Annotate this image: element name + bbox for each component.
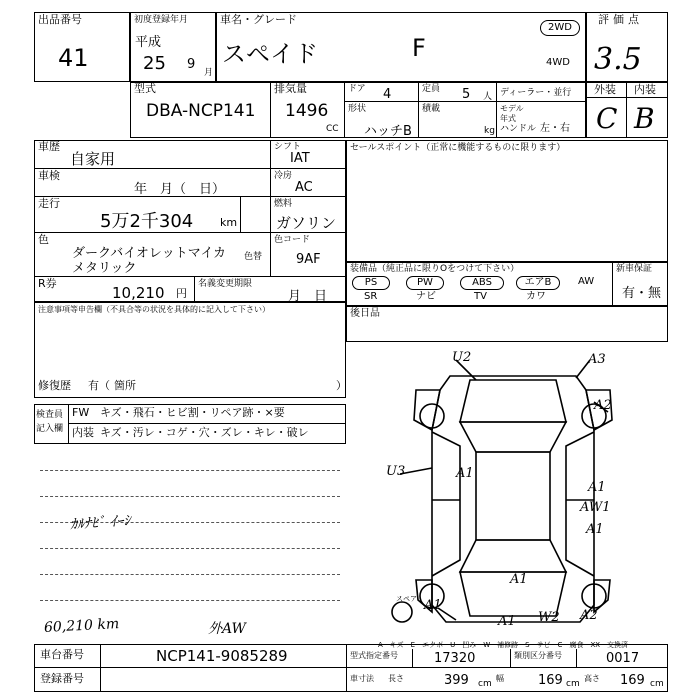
color-code-label: 色コード [274, 235, 311, 245]
usage-label: 車歴 [38, 140, 60, 153]
repair-close: ） [336, 379, 347, 392]
model-year-label: モデル年式 [500, 104, 524, 123]
yen: 円 [176, 287, 187, 300]
damage-mark: A1 [586, 522, 604, 537]
drive-2wd: 2WD [540, 20, 580, 36]
foot-v3 [412, 649, 413, 667]
sales-label: セールスポイント（正常に機能するものに限ります） [350, 143, 566, 153]
ac: AC [295, 180, 313, 195]
new-spec: 有・無 [622, 286, 662, 301]
inspector-label1: 検査員 [36, 410, 64, 420]
score-label: 評価点 [598, 13, 643, 26]
width-label: 幅 [496, 674, 504, 683]
handwriting-2: 60,210 km [43, 616, 120, 636]
insp-row1-key: FW [72, 406, 90, 419]
handle: 左・右 [540, 123, 570, 134]
hist-v1 [270, 141, 271, 276]
category: 0017 [606, 651, 640, 666]
car-diagram [380, 350, 670, 640]
fuel-label: 燃料 [274, 199, 293, 209]
height: 169 [620, 673, 645, 688]
usage: 自家用 [70, 150, 116, 168]
exterior-grade: C [596, 102, 618, 135]
ac-label: 冷房 [274, 171, 293, 181]
handle-label: ハンドル [500, 124, 537, 134]
displacement-label: 排気量 [274, 82, 307, 95]
blank-line [40, 496, 340, 497]
trunk-label: 後日品 [350, 308, 380, 319]
mileage: 5万2千304 [100, 211, 194, 232]
length-cm: cm [478, 679, 492, 689]
specified-label: 型式指定番号 [350, 651, 398, 660]
inspection: 年 月（ 日） [134, 182, 226, 197]
damage-mark: A1 [510, 572, 528, 587]
foot-v1 [100, 645, 101, 691]
equip-navi: ナビ [416, 291, 436, 302]
model-name: スペイド [222, 40, 318, 68]
blank-line [40, 574, 340, 575]
doors: 4 [383, 87, 392, 102]
displacement: 1496 [285, 101, 329, 121]
mileage-label: 走行 [38, 197, 60, 210]
km: km [220, 216, 238, 229]
foot-h [35, 667, 667, 668]
color2: メタリック [72, 261, 137, 276]
handwriting-3: 外AW [208, 621, 246, 637]
load-label: 積載 [422, 104, 441, 114]
spec-div2 [344, 83, 345, 137]
spare-label: スペア [396, 595, 417, 603]
exterior-label: 外装 [594, 83, 616, 96]
interior-grade: B [634, 102, 655, 135]
body: ハッチB [364, 124, 412, 139]
type: DBA-NCP141 [146, 101, 256, 121]
equip-leather: カワ [526, 291, 546, 302]
damage-mark: A2 [580, 608, 598, 623]
length-label: 長さ [388, 674, 404, 683]
blank-line [40, 470, 340, 471]
repair: 有（ [88, 379, 110, 392]
cc: CC [326, 124, 339, 134]
damage-mark: W2 [538, 610, 560, 625]
equip-v [612, 263, 613, 305]
equipment-label: 装備品（純正品に限りOをつけて下さい） [350, 264, 520, 274]
grade: F [412, 34, 426, 62]
category-label: 類別区分番号 [514, 651, 562, 660]
height-cm: cm [650, 679, 664, 689]
seats-label: 定員 [422, 84, 441, 94]
damage-mark: A3 [588, 352, 606, 367]
foot-v5 [576, 649, 577, 667]
damage-mark: A1 [456, 466, 474, 481]
chassis-label: 車台番号 [40, 648, 84, 661]
seats: 5 [462, 87, 471, 102]
equip-tv: TV [474, 291, 487, 302]
damage-mark: A2 [594, 398, 612, 413]
blank-line [40, 548, 340, 549]
width-cm: cm [566, 679, 580, 689]
color-label: 色 [38, 233, 49, 246]
insp-row2-key: 内装 [72, 426, 94, 439]
recycle-label: R券 [38, 277, 57, 290]
reg-month: 9 [187, 57, 196, 72]
interior-label: 内装 [634, 83, 656, 96]
height-label: 高さ [584, 674, 600, 683]
reg-no-label: 登録番号 [40, 672, 84, 685]
recycle: 10,210 [112, 284, 165, 302]
insp-v [68, 405, 69, 443]
first-reg-label: 初度登録年月 [134, 15, 189, 25]
repair-label: 修復歴 [38, 379, 71, 392]
specified: 17320 [434, 651, 476, 666]
repair-unit: 箇所 [114, 379, 136, 392]
body-label: 形状 [348, 104, 367, 114]
inspection-label: 車検 [38, 169, 60, 182]
reg-year: 25 [143, 53, 166, 74]
new-spec-label: 新車保証 [616, 264, 653, 274]
damage-mark: U3 [386, 464, 406, 479]
dealer-label: ディーラー・並行 [500, 88, 572, 98]
model-name-label: 車名・グレード [220, 13, 297, 26]
color-code: 9AF [296, 252, 321, 267]
equip-ps: PS [352, 276, 390, 290]
notes-title: 注意事項等申告欄（不具合等の状況を具体的に記入して下さい） [38, 305, 270, 314]
drive-4wd: 4WD [546, 57, 570, 68]
shift-label: シフト [274, 142, 302, 152]
damage-mark: A1 [424, 598, 442, 613]
equip-aw: AW [578, 276, 595, 287]
kg: kg [484, 126, 495, 136]
damage-mark: U2 [452, 350, 472, 365]
lot-number: 41 [58, 44, 89, 72]
month-unit: 月 [204, 68, 214, 78]
damage-mark: A1 [588, 480, 606, 495]
name-change: 月 日 [288, 289, 328, 304]
size-label: 車寸法 [350, 674, 374, 683]
equip-abs: ABS [460, 276, 504, 290]
hist-v3 [194, 276, 195, 301]
color: ダークバイオレットマイカ [72, 246, 227, 261]
damage-mark: A1 [498, 614, 516, 629]
damage-mark: AW1 [580, 500, 611, 515]
spec-div4 [496, 83, 497, 137]
seats-unit: 人 [483, 92, 493, 102]
spec-div3 [418, 83, 419, 137]
inspector-label2: 記入欄 [36, 424, 64, 434]
grade-divider-v [626, 83, 627, 137]
sales-box [346, 140, 668, 262]
damage-legend: A－キズ E－エクボ U－凹み W－補修跡 S－サビ C－腐食 XX－交換済 [378, 641, 629, 649]
blank-line [40, 600, 340, 601]
lot-label: 出品番号 [38, 13, 82, 26]
grade-divider-h [587, 97, 667, 98]
insp-row2: キズ・汚レ・コゲ・穴・ズレ・キレ・破レ [100, 426, 309, 439]
equip-sr: SR [364, 291, 378, 302]
length: 399 [444, 673, 469, 688]
fuel: ガソリン [276, 214, 337, 232]
foot-v4 [510, 649, 511, 667]
insp-row1: キズ・飛石・ヒビ割・リペア跡・×要 [100, 406, 285, 419]
foot-v2 [346, 645, 347, 691]
spec-div1 [270, 83, 271, 137]
type-label: 型式 [134, 82, 156, 95]
hist-h4 [35, 276, 345, 277]
score: 3.5 [594, 42, 642, 77]
handwriting-1: ｶﾙﾅﾋﾞ ｲｰｼ [69, 512, 132, 534]
era: 平成 [135, 35, 162, 50]
trunk-box [346, 306, 668, 342]
hist-v2 [240, 196, 241, 232]
shift: IAT [290, 151, 310, 166]
notes-box [34, 302, 346, 398]
chassis: NCP141-9085289 [156, 647, 288, 665]
doors-label: ドア [348, 84, 366, 94]
color-change-label: 色替 [244, 252, 263, 262]
equip-airbag: エアB [516, 276, 560, 290]
insp-h [69, 423, 345, 424]
name-change-label: 名義変更期限 [198, 279, 253, 289]
width: 169 [538, 673, 563, 688]
equip-pw: PW [406, 276, 444, 290]
